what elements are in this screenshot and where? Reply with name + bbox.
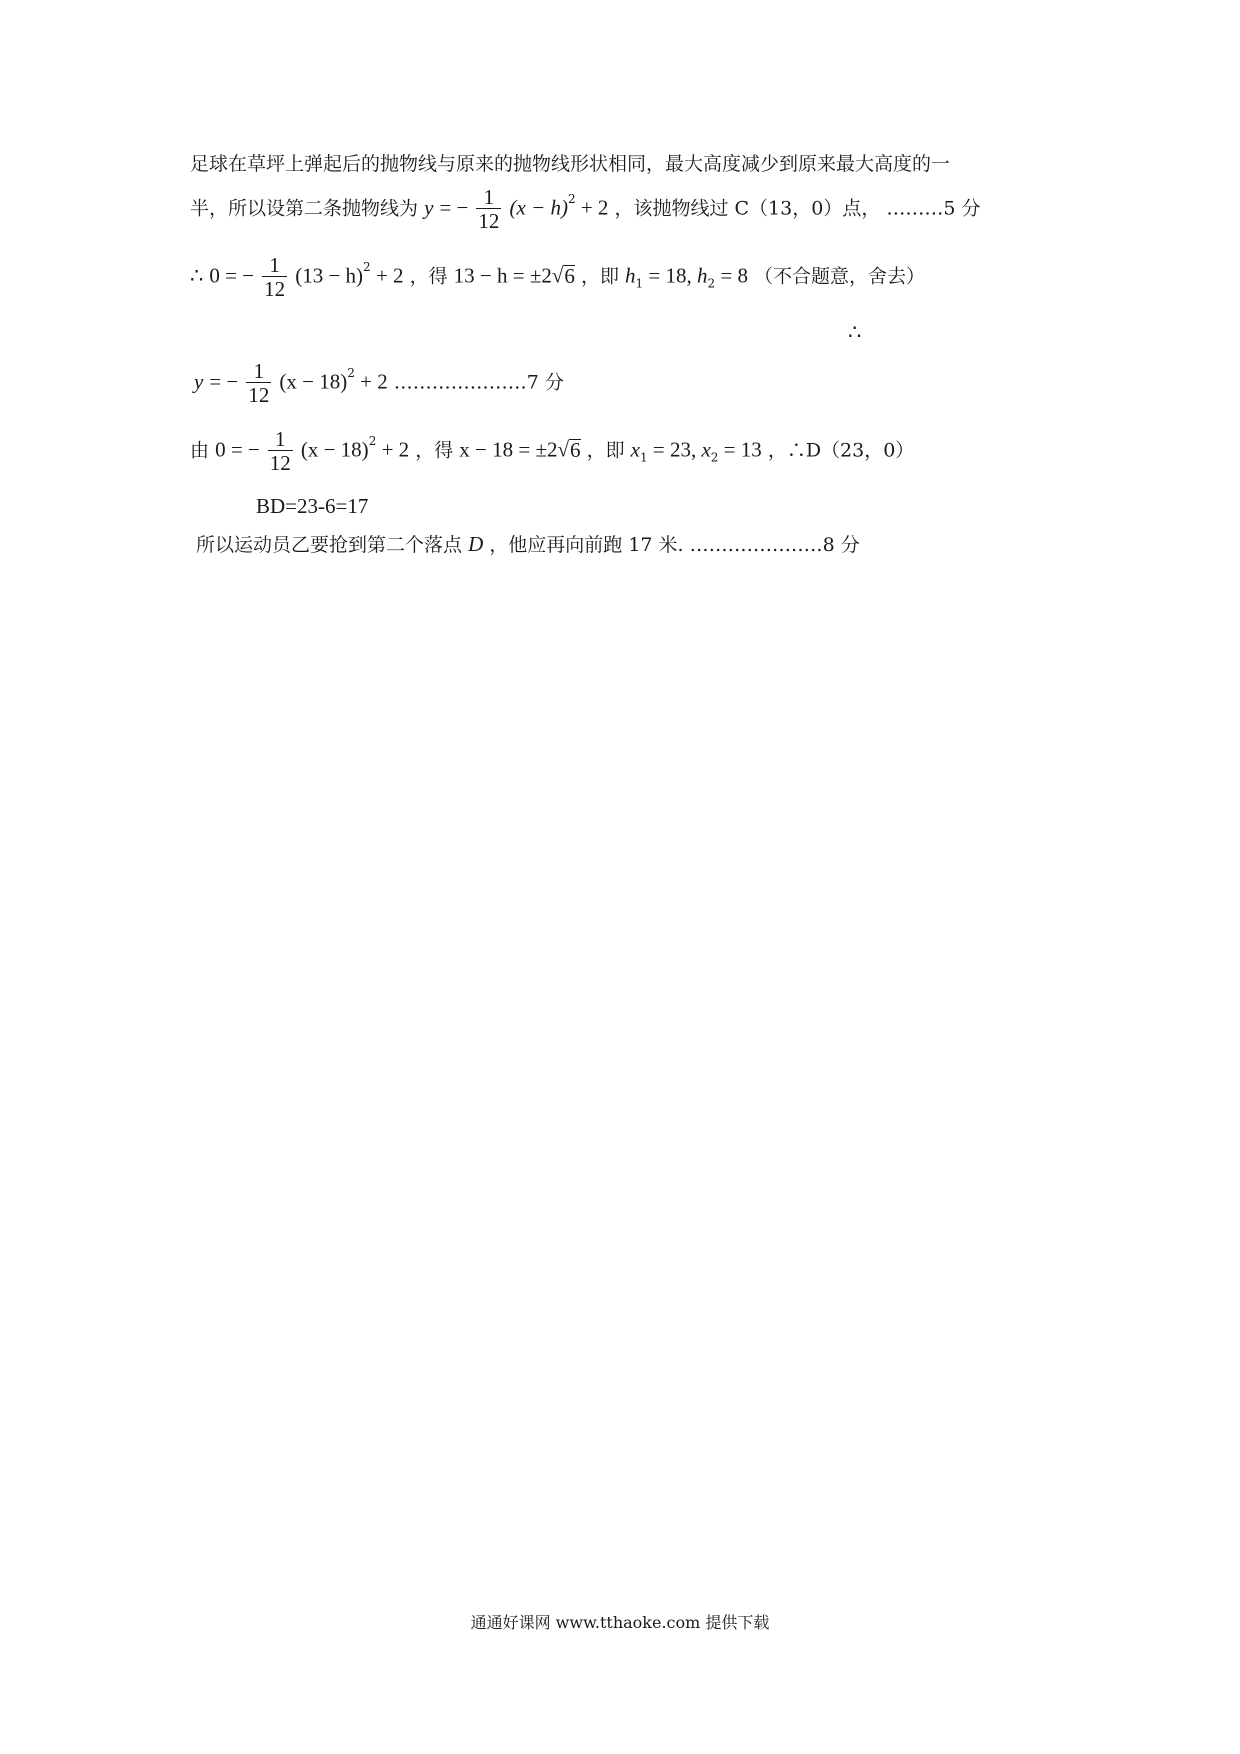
x1-value: = 23, xyxy=(647,437,702,462)
therefore-symbol: ∴ xyxy=(190,263,204,288)
equals-minus: = − xyxy=(209,369,239,394)
line-suffix: ，他应再向前跑 17 米. xyxy=(489,534,684,556)
fraction-numerator: 1 xyxy=(262,254,287,277)
solution-equation: 13 − h = ±2 xyxy=(453,263,552,288)
connector-text-2: ，即 xyxy=(586,439,625,462)
footer-text: 通通好课网 www.tthaoke.com 提供下载 xyxy=(470,1613,770,1632)
paragraph-text: 足球在草坪上弹起后的抛物线与原来的抛物线形状相同，最大高度减少到原来最大高度的一 xyxy=(190,153,951,175)
exponent: 2 xyxy=(347,366,355,381)
equation-lhs: 0 = − xyxy=(209,263,255,288)
x1-subscript: 1 xyxy=(639,450,648,465)
sqrt-argument: 6 xyxy=(564,263,575,288)
fraction-numerator: 1 xyxy=(268,428,293,451)
text-line-7 xyxy=(256,492,368,521)
exponent: 2 xyxy=(363,260,371,275)
x1-base: x xyxy=(630,437,640,462)
h2-subscript: 2 xyxy=(707,276,716,291)
connector-text: ，得 xyxy=(409,265,448,288)
sqrt-radical: √ xyxy=(557,437,570,462)
text-line-1 xyxy=(190,150,950,178)
equation-tail: + 2 xyxy=(354,369,388,394)
text-line-6 xyxy=(190,428,914,475)
fraction xyxy=(246,360,271,407)
h1-value: = 18, xyxy=(643,263,697,288)
fraction-numerator: 1 xyxy=(476,186,501,209)
solution-equation: x − 18 = ±2 xyxy=(459,437,558,462)
fraction xyxy=(476,186,501,233)
connector-text-2: ，即 xyxy=(580,265,619,288)
fraction xyxy=(262,254,287,301)
variable-y: y xyxy=(424,195,434,220)
paren-expression: (13 − h) xyxy=(295,263,364,288)
equation-tail: + 2 xyxy=(376,437,410,462)
line-prefix: 由 xyxy=(190,439,210,462)
line-prefix: 半，所以设第二条抛物线为 xyxy=(190,197,419,220)
text-line-4 xyxy=(848,318,861,346)
equals-minus: = − xyxy=(439,195,469,220)
fraction-denominator: 12 xyxy=(264,277,286,301)
equation-lhs: 0 = − xyxy=(215,437,260,462)
paren-expression: (x − h) xyxy=(509,195,568,220)
line-suffix: ，∴D（23，0） xyxy=(767,439,915,462)
sqrt-argument: 6 xyxy=(570,437,581,462)
fraction-numerator: 1 xyxy=(246,360,271,383)
fraction xyxy=(268,428,293,475)
text-line-3 xyxy=(190,254,925,301)
h2-value: = 8 xyxy=(715,263,748,288)
text-line-5 xyxy=(194,360,564,407)
therefore-symbol: ∴ xyxy=(848,320,862,344)
paren-expression: (x − 18) xyxy=(279,369,348,394)
score-dots: ………5 分 xyxy=(886,197,981,220)
fraction-denominator: 12 xyxy=(269,451,291,475)
h1-base: h xyxy=(625,263,636,288)
h1-subscript: 1 xyxy=(635,276,644,291)
variable-y: y xyxy=(194,369,204,394)
paren-expression: (x − 18) xyxy=(300,437,369,462)
line-suffix: ，该抛物线过 C（13，0）点， xyxy=(614,197,881,220)
x2-base: x xyxy=(701,437,711,462)
connector-text: ，得 xyxy=(415,439,454,462)
point-d: D xyxy=(468,532,484,556)
line-prefix: 所以运动员乙要抢到第二个落点 xyxy=(196,534,463,556)
fraction-denominator: 12 xyxy=(478,209,500,233)
exponent: 2 xyxy=(567,192,576,207)
sqrt-radical: √ xyxy=(551,263,564,288)
equation-tail: + 2 xyxy=(370,263,404,288)
text-line-2 xyxy=(190,186,981,233)
score-dots: …………………8 分 xyxy=(689,534,860,556)
exponent: 2 xyxy=(368,434,377,449)
text-line-8 xyxy=(196,530,860,559)
fraction-denominator: 12 xyxy=(248,383,270,407)
page-footer xyxy=(0,1610,1240,1633)
equation-tail: + 2 xyxy=(575,195,609,220)
bd-calculation: BD=23-6=17 xyxy=(256,494,369,518)
rejection-note: （不合题意，舍去） xyxy=(754,265,926,288)
score-dots: …………………7 分 xyxy=(393,371,564,394)
x2-subscript: 2 xyxy=(710,450,719,465)
x2-value: = 13 xyxy=(718,437,762,462)
h2-base: h xyxy=(696,263,708,288)
